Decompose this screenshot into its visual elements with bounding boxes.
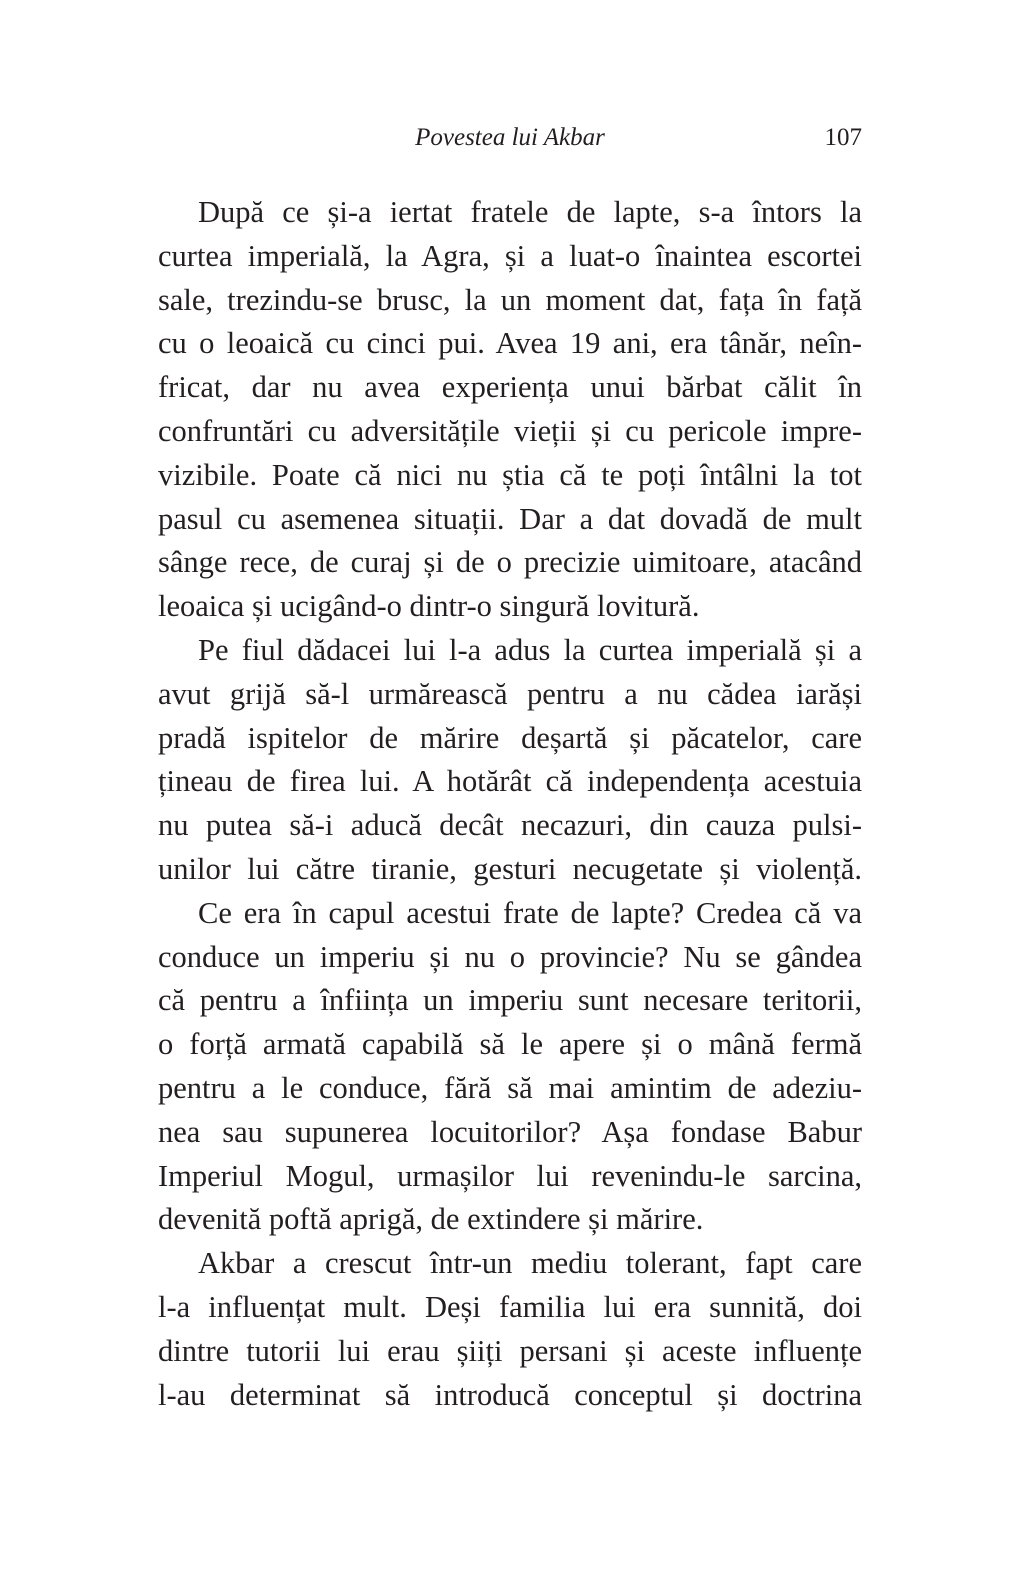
text-line: avut grijă să-l urmărească pentru a nu cădea iarăși	[158, 676, 862, 711]
text-line: cu o leoaică cu cinci pui. Avea 19 ani, era tânăr, neîn-	[158, 326, 862, 361]
text-line: confruntări cu adversitățile vieții și cu pericole impre-	[158, 413, 862, 448]
text-line: Akbar a crescut într-un mediu tolerant, fapt care	[198, 1246, 862, 1281]
page-number: 107	[824, 124, 862, 151]
text-line: pasul cu asemenea situații. Dar a dat dovadă de mult	[158, 501, 862, 536]
text-line: sânge rece, de curaj și de o precizie uimitoare, atacând	[158, 545, 862, 580]
text-line: leoaica și ucigând-o dintr-o singură lovitură.	[158, 589, 700, 624]
running-title: Povestea lui Akbar	[415, 124, 605, 151]
paragraph	[158, 1242, 862, 1417]
text-line: devenită poftă aprigă, de extindere și mărire.	[158, 1202, 704, 1237]
text-line: l-au determinat să introducă conceptul și doctrina	[158, 1377, 862, 1412]
text-line: că pentru a înființa un imperiu sunt necesare teritorii,	[158, 983, 862, 1018]
paragraph	[158, 629, 862, 892]
text-line: Ce era în capul acestui frate de lapte? Credea că va	[198, 895, 862, 930]
text-line: nu putea să-i aducă decât necazuri, din cauza pulsi-	[158, 808, 862, 843]
text-line: dintre tutorii lui erau șiiți persani și aceste influențe	[158, 1333, 862, 1368]
body-text	[158, 191, 862, 1417]
text-line: l-a influențat mult. Deși familia lui era sunnită, doi	[158, 1289, 862, 1324]
text-line: pradă ispitelor de mărire deșartă și păcatelor, care	[158, 720, 862, 755]
text-line: țineau de firea lui. A hotărât că independența acestuia	[158, 764, 862, 799]
paragraph	[158, 892, 862, 1242]
text-line: nea sau supunerea locuitorilor? Așa fondase Babur	[158, 1114, 862, 1149]
text-line: conduce un imperiu și nu o provincie? Nu se gândea	[158, 939, 862, 974]
text-line: pentru a le conduce, fără să mai amintim de adeziu-	[158, 1070, 862, 1105]
page-header	[158, 120, 862, 160]
text-line: curtea imperială, la Agra, și a luat-o înaintea escortei	[158, 238, 862, 273]
text-line: După ce și-a iertat fratele de lapte, s-a întors la	[198, 195, 862, 229]
paragraph	[158, 191, 862, 629]
text-line: unilor lui către tiranie, gesturi necugetate și violență.	[158, 851, 862, 886]
text-line: Pe fiul dădacei lui l-a adus la curtea imperială și a	[198, 632, 862, 667]
text-line: vizibile. Poate că nici nu știa că te poți întâlni la tot	[158, 457, 862, 492]
text-line: sale, trezindu-se brusc, la un moment dat, fața în față	[158, 282, 862, 317]
text-line: Imperiul Mogul, urmașilor lui revenindu-le sarcina,	[158, 1158, 862, 1193]
text-line: fricat, dar nu avea experiența unui bărbat călit în	[158, 370, 862, 405]
text-line: o forță armată capabilă să le apere și o mână fermă	[158, 1027, 862, 1062]
